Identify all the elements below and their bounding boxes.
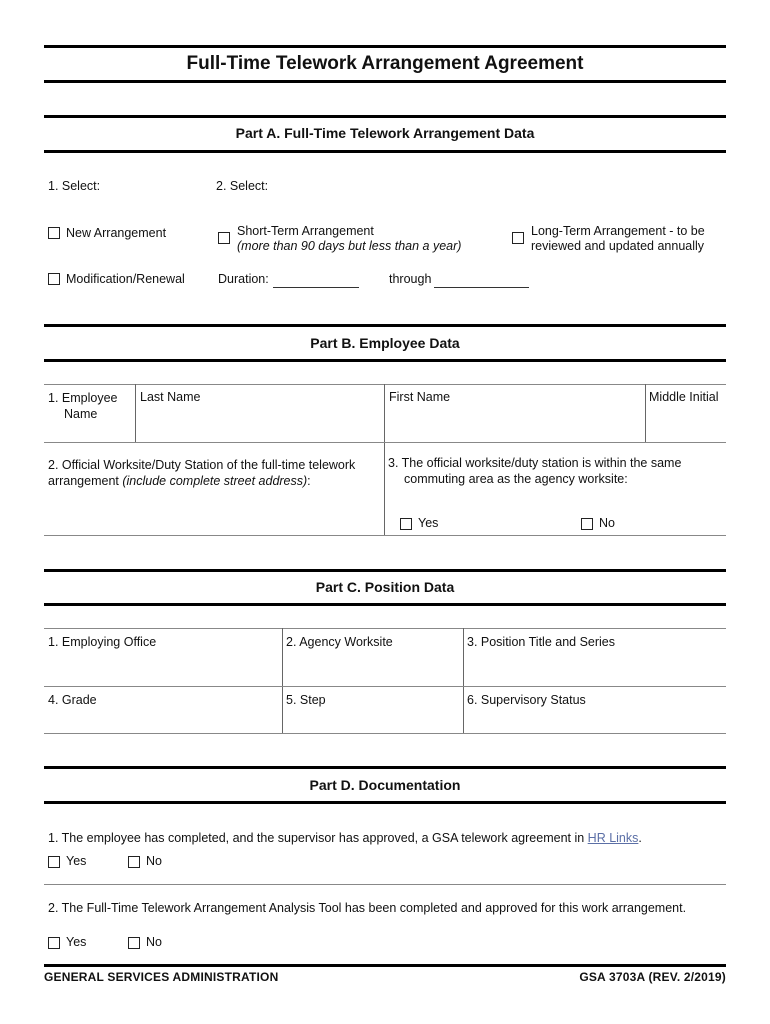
worksite-label-line1: 2. Official Worksite/Duty Station of the full-time telework [48, 458, 356, 472]
first-name-label: First Name [389, 390, 451, 404]
worksite-label-address-note: (include complete street address) [122, 474, 308, 488]
commuting-yes-label: Yes [418, 516, 439, 530]
name-divider-2 [384, 384, 385, 536]
title-bottom-rule [44, 80, 726, 83]
documentation-q1 [48, 831, 642, 845]
commuting-label-line1: 3. The official worksite/duty station is within the same [388, 456, 682, 470]
part-c-top-rule [44, 569, 726, 572]
footer-rule [44, 964, 726, 967]
part-b-top-rule [44, 324, 726, 327]
position-divider-1 [282, 628, 283, 733]
documentation-divider [44, 884, 726, 885]
form-title: Full-Time Telework Arrangement Agreement [186, 53, 584, 74]
short-term-checkbox[interactable] [218, 232, 230, 244]
name-row-bottom-rule [44, 442, 726, 443]
position-row1-top-rule [44, 628, 726, 629]
position-row2-bottom-rule [44, 733, 726, 734]
short-term-label: Short-Term Arrangement [237, 224, 374, 238]
part-a-bottom-rule [44, 150, 726, 153]
long-term-label-line1: Long-Term Arrangement - to be [531, 224, 705, 238]
last-name-label: Last Name [140, 390, 201, 404]
commuting-no-label: No [599, 516, 615, 530]
duration-end-field[interactable] [434, 287, 529, 288]
commuting-yes-checkbox[interactable] [400, 518, 412, 530]
part-b-bottom-rule [44, 359, 726, 362]
step-label: 5. Step [286, 693, 326, 707]
hr-links-link[interactable]: HR Links [587, 831, 639, 845]
position-divider-2 [463, 628, 464, 733]
grade-label: 4. Grade [48, 693, 97, 707]
middle-initial-label: Middle Initial [649, 390, 719, 404]
worksite-label-arrangement: arrangement [48, 474, 123, 488]
q2-no-label: No [146, 935, 162, 949]
part-d-heading: Part D. Documentation [309, 777, 461, 793]
name-divider-1 [135, 384, 136, 442]
footer-agency: GENERAL SERVICES ADMINISTRATION [44, 970, 279, 984]
q2-yes-label: Yes [66, 935, 87, 949]
modification-label: Modification/Renewal [66, 272, 185, 286]
q1-no-checkbox[interactable] [128, 856, 140, 868]
name-divider-3 [645, 384, 646, 442]
position-title-label: 3. Position Title and Series [467, 635, 615, 649]
modification-checkbox[interactable] [48, 273, 60, 285]
select-1-label: 1. Select: [48, 179, 101, 193]
worksite-label-line2 [48, 474, 311, 488]
part-a-heading: Part A. Full-Time Telework Arrangement Data [235, 125, 535, 141]
footer-form-id: GSA 3703A (REV. 2/2019) [579, 970, 726, 984]
employing-office-label: 1. Employing Office [48, 635, 157, 649]
documentation-q2: 2. The Full-Time Telework Arrangement Analysis Tool has been completed and approved for this work arrangement. [48, 901, 687, 915]
new-arrangement-label: New Arrangement [66, 226, 167, 240]
commuting-label-line2: commuting area as the agency worksite: [404, 472, 628, 486]
part-d-top-rule [44, 766, 726, 769]
employee-name-label-line2: Name [64, 407, 98, 421]
q2-yes-checkbox[interactable] [48, 937, 60, 949]
q2-no-checkbox[interactable] [128, 937, 140, 949]
duration-label: Duration: [218, 272, 269, 286]
part-b-heading: Part B. Employee Data [310, 335, 460, 351]
worksite-row-bottom-rule [44, 535, 726, 536]
supervisory-status-label: 6. Supervisory Status [467, 693, 586, 707]
long-term-label-line2: reviewed and updated annually [531, 239, 705, 253]
part-d-bottom-rule [44, 801, 726, 804]
new-arrangement-checkbox[interactable] [48, 227, 60, 239]
commuting-no-checkbox[interactable] [581, 518, 593, 530]
name-row-top-rule [44, 384, 726, 385]
worksite-label-colon: : [307, 474, 311, 488]
documentation-q1-text: 1. The employee has completed, and the supervisor has approved, a GSA telework agreement in [48, 831, 588, 845]
select-2-label: 2. Select: [216, 179, 269, 193]
q1-no-label: No [146, 854, 162, 868]
q1-yes-checkbox[interactable] [48, 856, 60, 868]
part-c-bottom-rule [44, 603, 726, 606]
position-row1-bottom-rule [44, 686, 726, 687]
short-term-note: (more than 90 days but less than a year) [237, 239, 462, 253]
through-label: through [389, 272, 432, 286]
part-c-heading: Part C. Position Data [315, 579, 455, 595]
duration-start-field[interactable] [273, 287, 359, 288]
employee-name-label-line1: 1. Employee [48, 391, 118, 405]
part-a-top-rule [44, 115, 726, 118]
q1-yes-label: Yes [66, 854, 87, 868]
documentation-q1-period: . [638, 831, 642, 845]
agency-worksite-label: 2. Agency Worksite [286, 635, 393, 649]
long-term-checkbox[interactable] [512, 232, 524, 244]
title-top-rule [44, 45, 726, 48]
